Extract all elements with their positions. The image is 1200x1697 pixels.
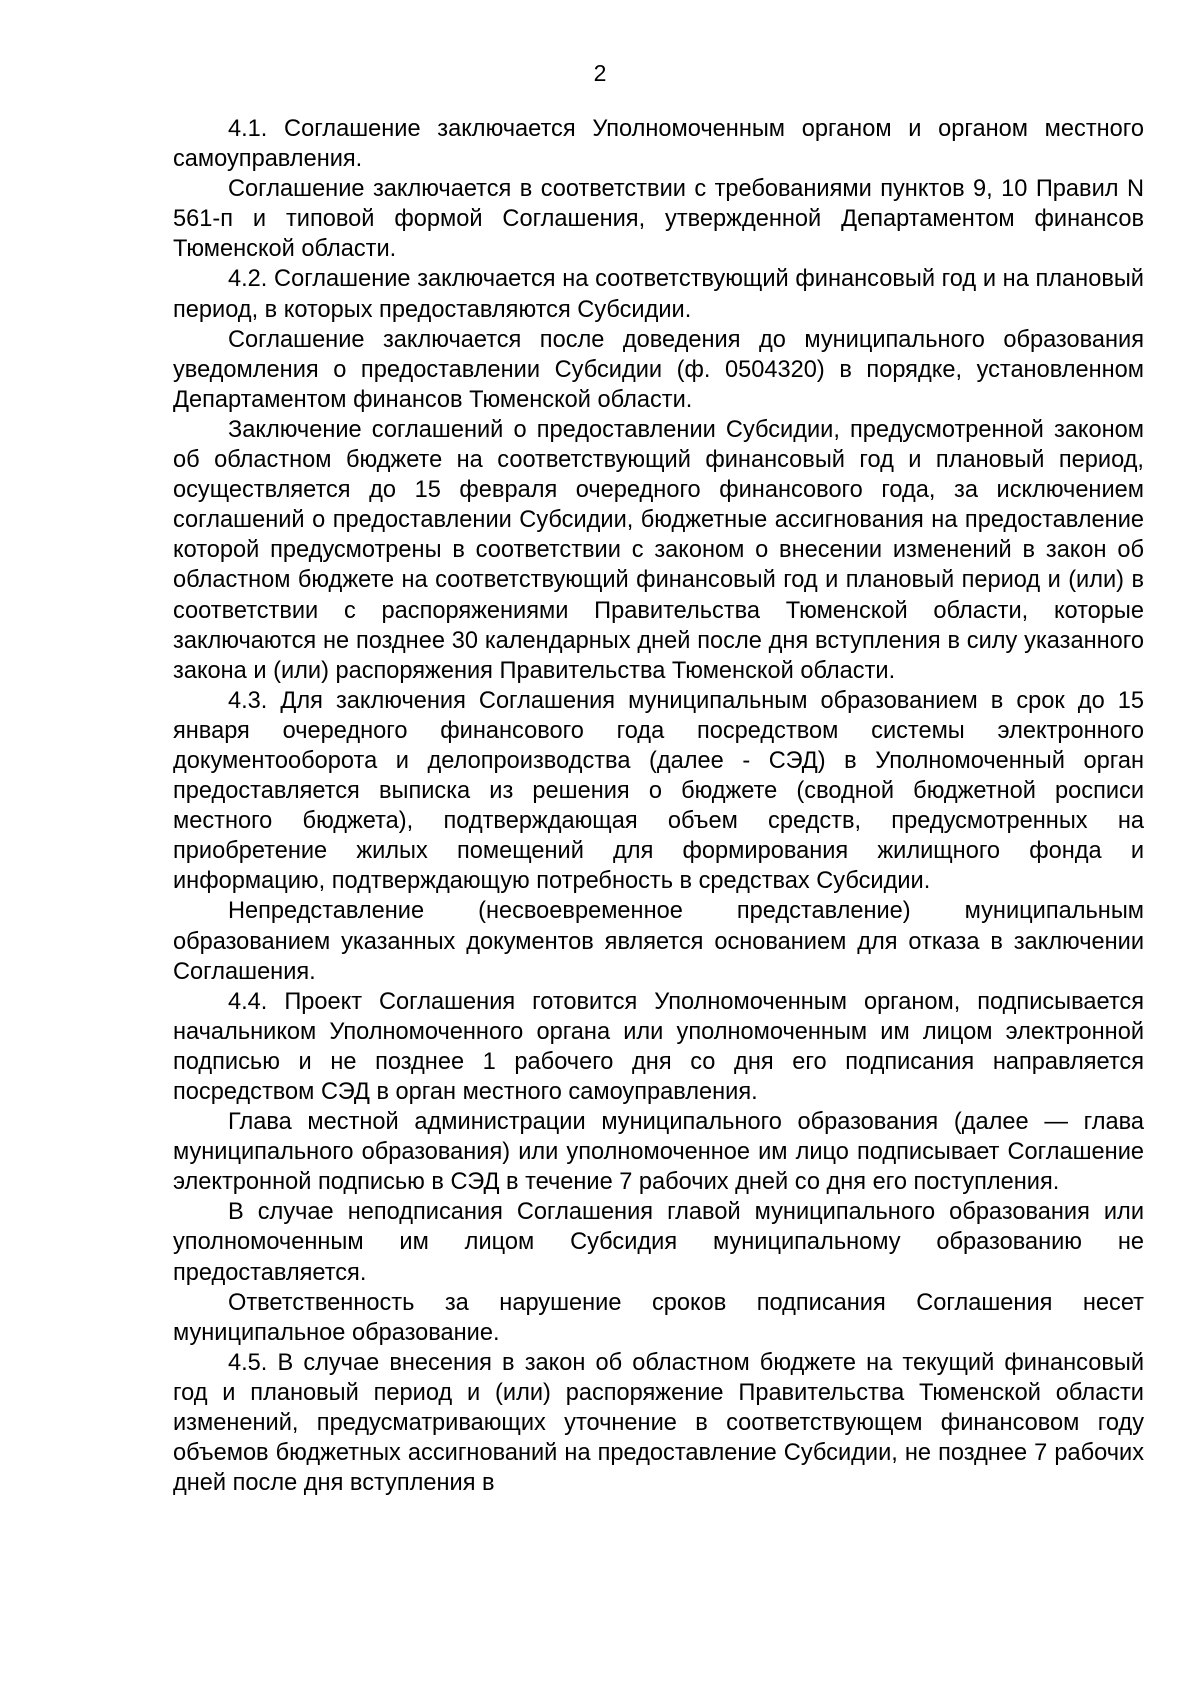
paragraph-4-1: 4.1. Соглашение заключается Уполномоченным органом и органом местного самоуправления. (173, 116, 1144, 173)
paragraph-4-2: 4.2. Соглашение заключается на соответствующий финансовый год и на плановый период, в которых предоставляются Субсидии. (173, 266, 1144, 323)
paragraph-head-signing: Глава местной администрации муниципального образования (далее — глава муниципального образования) или уполномоченное им лицо подписывает Соглашение электронной подписью в СЭД в течение 7 рабочих дней со дня его поступления. (173, 1109, 1144, 1196)
paragraph-refusal-grounds: Непредставление (несвоевременное представление) муниципальным образованием указанных документов является основанием для отказа в заключении Соглашения. (173, 898, 1144, 985)
paragraph-4-5: 4.5. В случае внесения в закон об областном бюджете на текущий финансовый год и плановый период и (или) распоряжение Правительства Тюменской области изменений, предусматривающих уточнение в соответствующем финансовом году объемов бюджетных ассигнований на предоставление Субсидии, не позднее 7 рабочих дней после дня вступления в (173, 1349, 1144, 1497)
paragraph-non-signing: В случае неподписания Соглашения главой муниципального образования или уполномоченным им лицом Субсидия муниципальному образованию не предоставляется. (173, 1199, 1144, 1286)
paragraph-agreement-deadline: Заключение соглашений о предоставлении Субсидии, предусмотренной законом об областном бюджете на соответствующий финансовый год и плановый период, осуществляется до 15 февраля очередного финансового года, за исключением соглашений о предоставлении Субсидии, бюджетные ассигнования на предоставление которой предусмотрены в соответствии с законом о внесении изменений в закон об областном бюджете на соответствующий финансовый год и плановый период и (или) в соответствии с распоряжениями Правительства Тюменской области, которые заключаются не позднее 30 календарных дней после дня вступления в силу указанного закона и (или) распоряжения Правительства Тюменской области. (173, 416, 1144, 684)
paragraph-4-4: 4.4. Проект Соглашения готовится Уполномоченным органом, подписывается начальником Уполномоченного органа или уполномоченным им лицом электронной подписью и не позднее 1 рабочего дня со дня его подписания направляется посредством СЭД в орган местного самоуправления. (173, 988, 1144, 1105)
page-number: 2 (593, 60, 607, 86)
paragraph-responsibility: Ответственность за нарушение сроков подписания Соглашения несет муниципальное образование. (173, 1289, 1144, 1346)
paragraph-agreement-notification: Соглашение заключается после доведения до муниципального образования уведомления о предоставлении Субсидии (ф. 0504320) в порядке, установленном Департаментом финансов Тюменской области. (173, 326, 1144, 413)
paragraph-4-3: 4.3. Для заключения Соглашения муниципальным образованием в срок до 15 января очередного финансового года посредством системы электронного документооборота и делопроизводства (далее - СЭД) в Уполномоченный орган предоставляется выписка из решения о бюджете (сводной бюджетной росписи местного бюджета), подтверждающая объем средств, предусмотренных на приобретение жилых помещений для формирования жилищного фонда и информацию, подтверждающую потребность в средствах Субсидии. (173, 687, 1144, 895)
paragraph-agreement-requirements: Соглашение заключается в соответствии с требованиями пунктов 9, 10 Правил N 561-п и типовой формой Соглашения, утвержденной Департаментом финансов Тюменской области. (173, 176, 1144, 263)
document-body (173, 114, 1144, 1498)
